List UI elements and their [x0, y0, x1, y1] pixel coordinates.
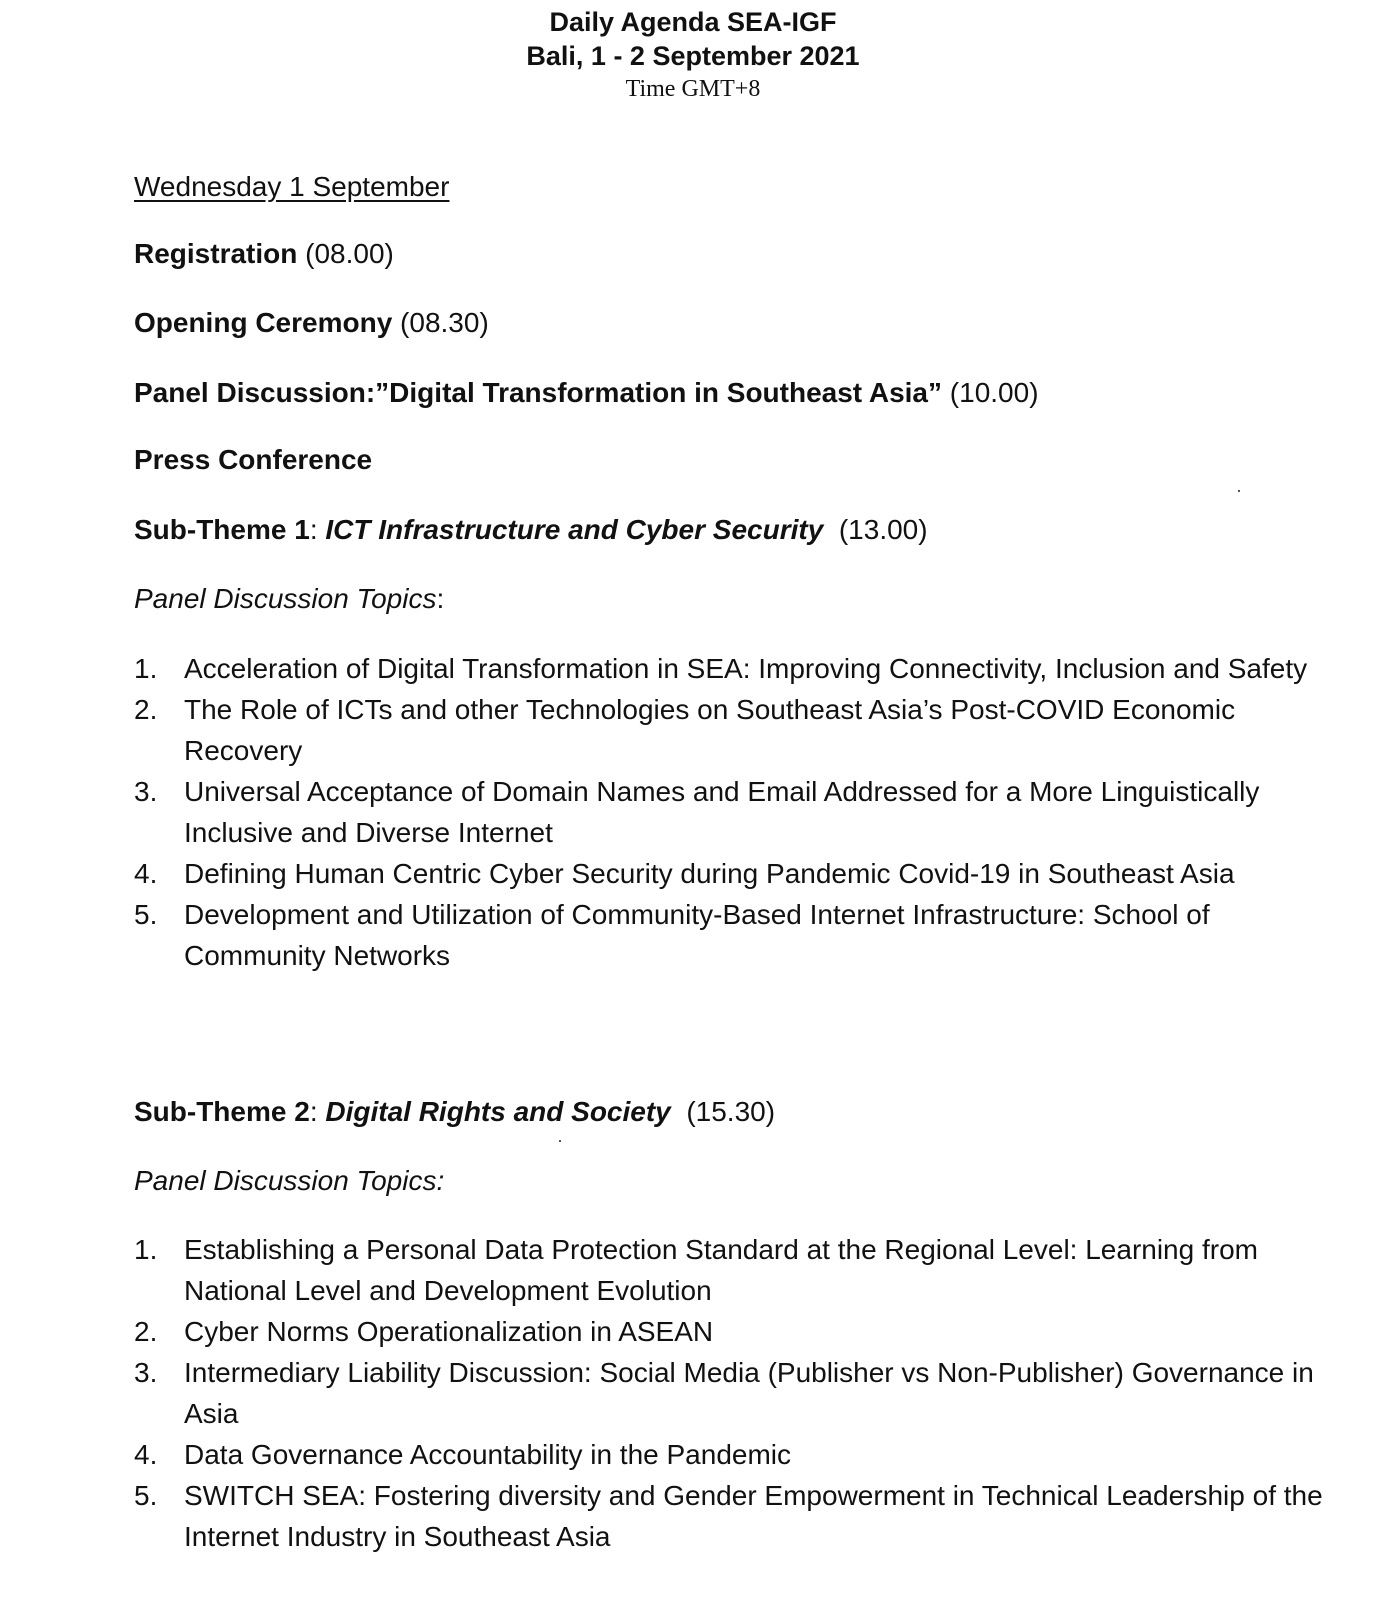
schedule-item-time: (10.00) — [949, 377, 1039, 408]
list-text: Acceleration of Digital Transformation in SEA: Improving Connectivity, Inclusion and Safety — [184, 653, 1308, 684]
subtheme-2-topic-list — [134, 1229, 1334, 1557]
list-text: Universal Acceptance of Domain Names and Email Addressed for a More Linguistically Inclusive and Diverse Internet — [184, 776, 1260, 848]
subtheme-1-time: (13.00) — [838, 514, 928, 545]
list-item — [134, 1352, 1334, 1434]
list-item — [134, 853, 1334, 894]
list-item — [134, 1434, 1334, 1475]
document-subtitle: Bali, 1 - 2 September 2021 — [526, 41, 860, 71]
list-text: Establishing a Personal Data Protection Standard at the Regional Level: Learning from National Level and Development Evolution — [184, 1234, 1258, 1306]
list-number: 5. — [134, 1480, 158, 1511]
list-text: Intermediary Liability Discussion: Social Media (Publisher vs Non-Publisher) Governance in Asia — [184, 1357, 1314, 1429]
list-number: 4. — [134, 858, 158, 889]
schedule-item-label: Press Conference — [134, 444, 373, 475]
subtheme-1-topics-label — [134, 579, 444, 619]
list-number: 2. — [134, 694, 158, 725]
list-item — [134, 1311, 1334, 1352]
list-item — [134, 1229, 1334, 1311]
schedule-item-label: Registration — [134, 238, 298, 269]
subtheme-2-topics-label: Panel Discussion Topics: — [134, 1165, 445, 1196]
list-number: 3. — [134, 776, 158, 807]
subtheme-2-title: Digital Rights and Society — [325, 1096, 671, 1127]
document-title: Daily Agenda SEA-IGF — [549, 7, 837, 37]
schedule-item-time: (08.00) — [305, 238, 394, 269]
list-item — [134, 689, 1334, 771]
schedule-item-time: (08.30) — [400, 307, 489, 338]
list-item — [134, 771, 1334, 853]
schedule-item-press-conference — [134, 440, 372, 480]
scan-speck — [1238, 490, 1240, 492]
list-text: Development and Utilization of Community-Based Internet Infrastructure: School of Community Networks — [184, 899, 1210, 971]
schedule-item-label: Panel Discussion:”Digital Transformation in Southeast Asia” — [134, 377, 943, 408]
list-number: 1. — [134, 1234, 158, 1265]
schedule-item-registration — [134, 234, 394, 274]
subtheme-1-topic-list — [134, 648, 1334, 976]
list-number: 5. — [134, 899, 158, 930]
list-text: Defining Human Centric Cyber Security during Pandemic Covid-19 in Southeast Asia — [184, 858, 1235, 889]
subtheme-1-title: ICT Infrastructure and Cyber Security — [325, 514, 824, 545]
subtheme-2-prefix: Sub-Theme 2 — [134, 1096, 310, 1127]
list-item — [134, 1475, 1334, 1557]
subtheme-1-heading — [134, 510, 928, 550]
list-text: Data Governance Accountability in the Pandemic — [184, 1439, 792, 1470]
list-item — [134, 648, 1334, 689]
subtheme-2-heading — [134, 1092, 775, 1132]
schedule-item-label: Opening Ceremony — [134, 307, 393, 338]
scan-speck — [559, 1140, 561, 1142]
day-heading: Wednesday 1 September — [134, 171, 450, 202]
topics-label-text: Panel Discussion Topics — [134, 583, 437, 614]
list-number: 2. — [134, 1316, 158, 1347]
schedule-item-opening-ceremony — [134, 303, 489, 343]
subtheme-2-time: (15.30) — [686, 1096, 776, 1127]
subtheme-2-separator: : — [309, 1096, 326, 1127]
schedule-item-panel-discussion — [134, 373, 1039, 413]
list-item — [134, 894, 1334, 976]
list-number: 3. — [134, 1357, 158, 1388]
topics-label-colon: : — [436, 583, 445, 614]
list-text: The Role of ICTs and other Technologies on Southeast Asia’s Post-COVID Economic Recovery — [184, 694, 1236, 766]
subtheme-1-separator: : — [309, 514, 326, 545]
list-text: SWITCH SEA: Fostering diversity and Gender Empowerment in Technical Leadership of the Internet Industry in Southeast Asia — [184, 1480, 1323, 1552]
subtheme-1-prefix: Sub-Theme 1 — [134, 514, 310, 545]
list-text: Cyber Norms Operationalization in ASEAN — [184, 1316, 714, 1347]
time-zone-note: Time GMT+8 — [625, 76, 761, 102]
list-number: 1. — [134, 653, 158, 684]
list-number: 4. — [134, 1439, 158, 1470]
